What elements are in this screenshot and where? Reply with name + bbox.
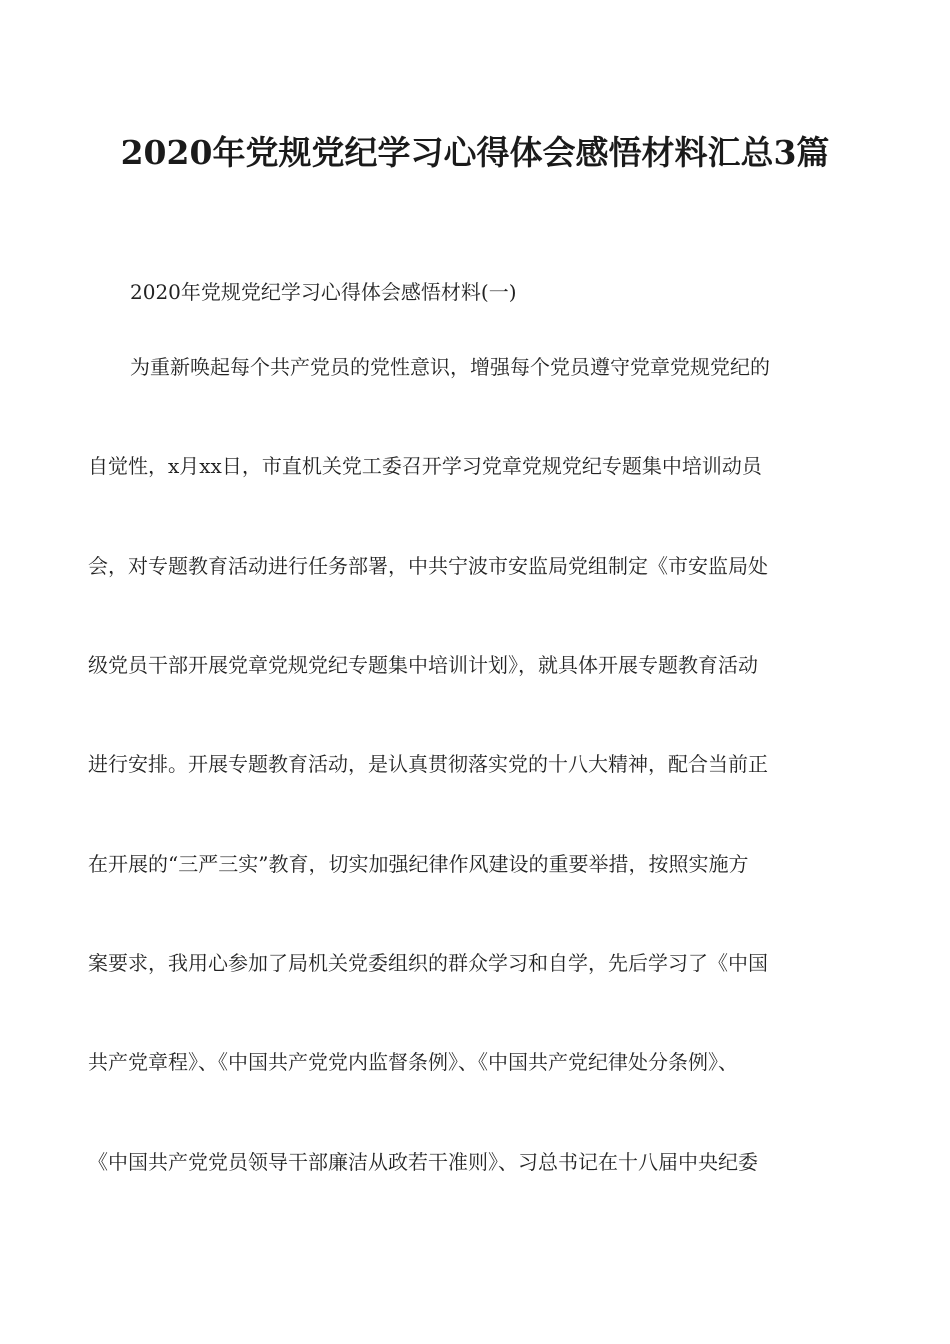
paragraph-line: 为重新唤起每个共产党员的党性意识，增强每个党员遵守党章党规党纪的 (130, 355, 770, 379)
paragraph-line: 案要求，我用心参加了局机关党委组织的群众学习和自学，先后学习了《中国 (88, 951, 768, 975)
paragraph-line: 在开展的“三严三实”教育，切实加强纪律作风建设的重要举措，按照实施方 (88, 852, 749, 876)
paragraph-line: 共产党章程》、《中国共产党党内监督条例》、《中国共产党纪律处分条例》、 (88, 1050, 738, 1074)
section-heading: 2020年党规党纪学习心得体会感悟材料(一) (130, 280, 517, 304)
paragraph-line: 进行安排。开展专题教育活动，是认真贯彻落实党的十八大精神，配合当前正 (88, 752, 768, 776)
paragraph-line: 《中国共产党党员领导干部廉洁从政若干准则》、习总书记在十八届中央纪委 (88, 1150, 758, 1174)
paragraph-line: 级党员干部开展党章党规党纪专题集中培训计划》，就具体开展专题教育活动 (88, 653, 758, 677)
document-title: 2020年党规党纪学习心得体会感悟材料汇总3篇 (120, 133, 830, 172)
paragraph-line: 自觉性，x月xx日，市直机关党工委召开学习党章党规党纪专题集中培训动员 (88, 454, 762, 478)
paragraph-line: 会，对专题教育活动进行任务部署，中共宁波市安监局党组制定《市安监局处 (88, 554, 768, 578)
